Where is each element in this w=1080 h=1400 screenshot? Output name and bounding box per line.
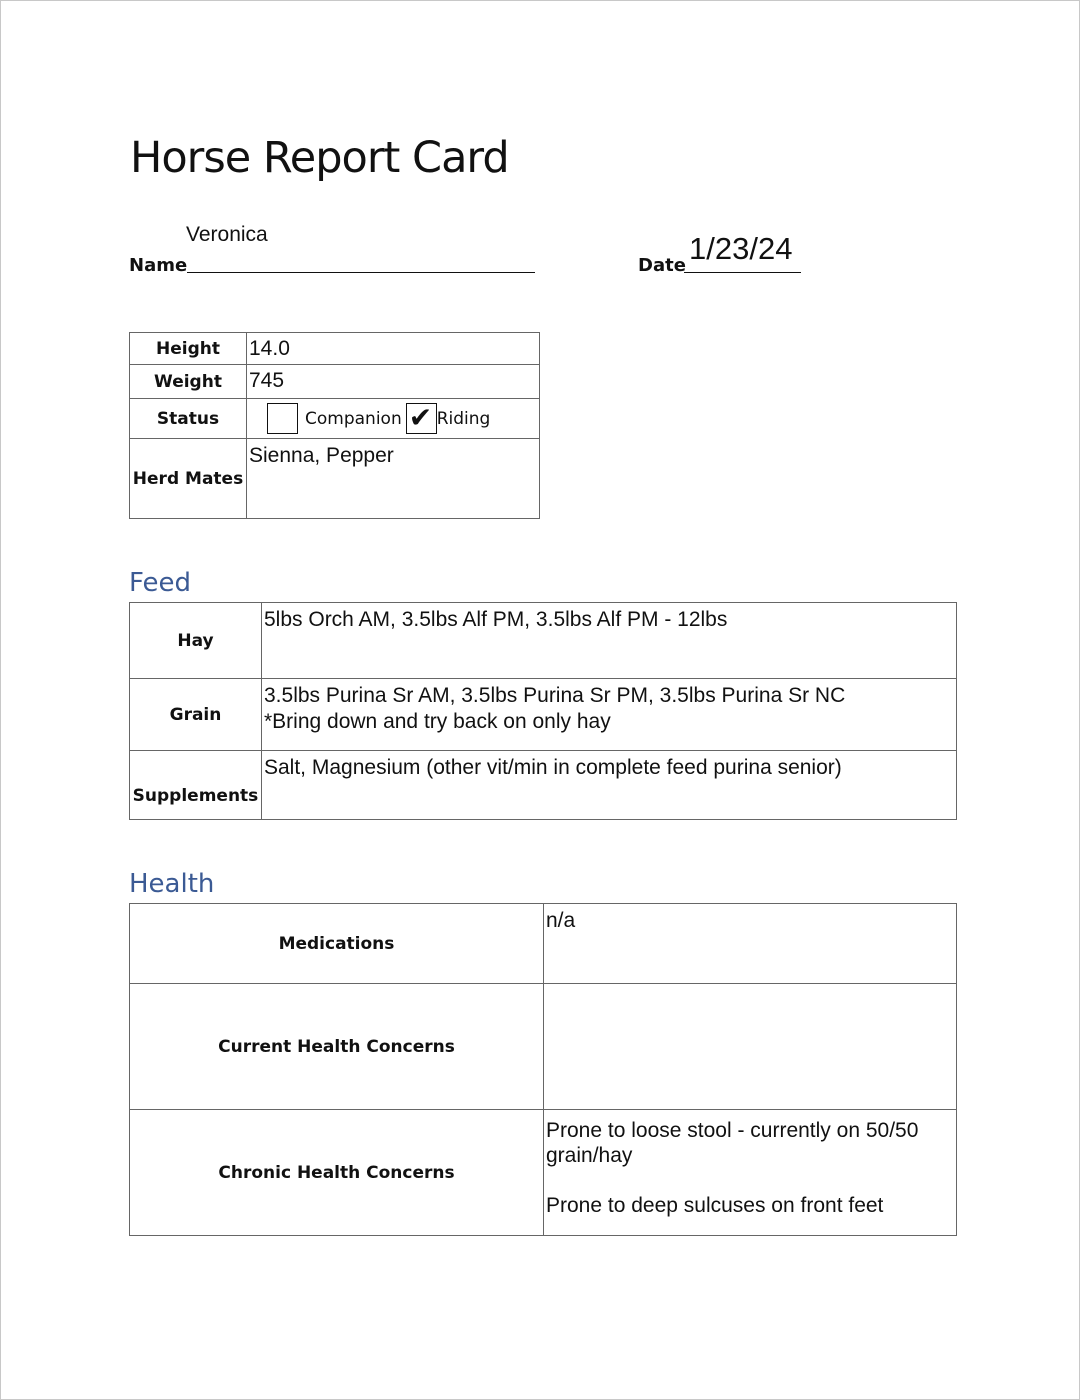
grain-label: Grain bbox=[130, 679, 262, 751]
hay-label: Hay bbox=[130, 603, 262, 679]
chronic-health-row bbox=[130, 1110, 957, 1236]
health-heading: Health bbox=[129, 869, 215, 899]
status-label: Status bbox=[130, 399, 247, 439]
health-table bbox=[129, 903, 957, 1236]
riding-checkbox[interactable] bbox=[406, 403, 437, 434]
weight-label: Weight bbox=[130, 365, 247, 399]
height-value[interactable]: 14.0 bbox=[247, 333, 540, 365]
basics-table bbox=[129, 332, 540, 519]
supplements-value[interactable]: Salt, Magnesium (other vit/min in complete feed purina senior) bbox=[262, 751, 957, 820]
hay-row bbox=[130, 603, 957, 679]
checkmark-icon: ✔ bbox=[408, 401, 433, 434]
weight-value[interactable]: 745 bbox=[247, 365, 540, 399]
name-line bbox=[187, 272, 535, 273]
current-health-value[interactable] bbox=[544, 984, 957, 1110]
current-health-label: Current Health Concerns bbox=[130, 984, 544, 1110]
hay-value[interactable]: 5lbs Orch AM, 3.5lbs Alf PM, 3.5lbs Alf PM - 12lbs bbox=[262, 603, 957, 679]
medications-row bbox=[130, 904, 957, 984]
companion-checkbox[interactable] bbox=[267, 403, 298, 434]
grain-value[interactable]: 3.5lbs Purina Sr AM, 3.5lbs Purina Sr PM, 3.5lbs Purina Sr NC *Bring down and try back on only hay bbox=[262, 679, 957, 751]
height-row bbox=[130, 333, 540, 365]
herd-mates-value[interactable]: Sienna, Pepper bbox=[247, 439, 540, 519]
feed-table bbox=[129, 602, 957, 820]
companion-label: Companion bbox=[305, 408, 402, 429]
chronic-health-value[interactable]: Prone to loose stool - currently on 50/50 grain/hay Prone to deep sulcuses on front feet bbox=[544, 1110, 957, 1236]
status-options bbox=[247, 399, 540, 439]
status-row bbox=[130, 399, 540, 439]
chronic-health-label: Chronic Health Concerns bbox=[130, 1110, 544, 1236]
name-value[interactable]: Veronica bbox=[186, 223, 268, 246]
page-title: Horse Report Card bbox=[130, 133, 509, 183]
medications-value[interactable]: n/a bbox=[544, 904, 957, 984]
herd-mates-row bbox=[130, 439, 540, 519]
medications-label: Medications bbox=[130, 904, 544, 984]
name-label: Name bbox=[129, 255, 188, 276]
height-label: Height bbox=[130, 333, 247, 365]
weight-row bbox=[130, 365, 540, 399]
date-label: Date bbox=[638, 255, 686, 276]
feed-heading: Feed bbox=[129, 568, 192, 598]
supplements-label: Supplements bbox=[130, 751, 262, 820]
date-line bbox=[684, 272, 801, 273]
supplements-row bbox=[130, 751, 957, 820]
herd-mates-label: Herd Mates bbox=[130, 439, 247, 519]
date-value[interactable]: 1/23/24 bbox=[689, 231, 793, 266]
current-health-row bbox=[130, 984, 957, 1110]
riding-label: Riding bbox=[436, 408, 491, 429]
grain-row bbox=[130, 679, 957, 751]
